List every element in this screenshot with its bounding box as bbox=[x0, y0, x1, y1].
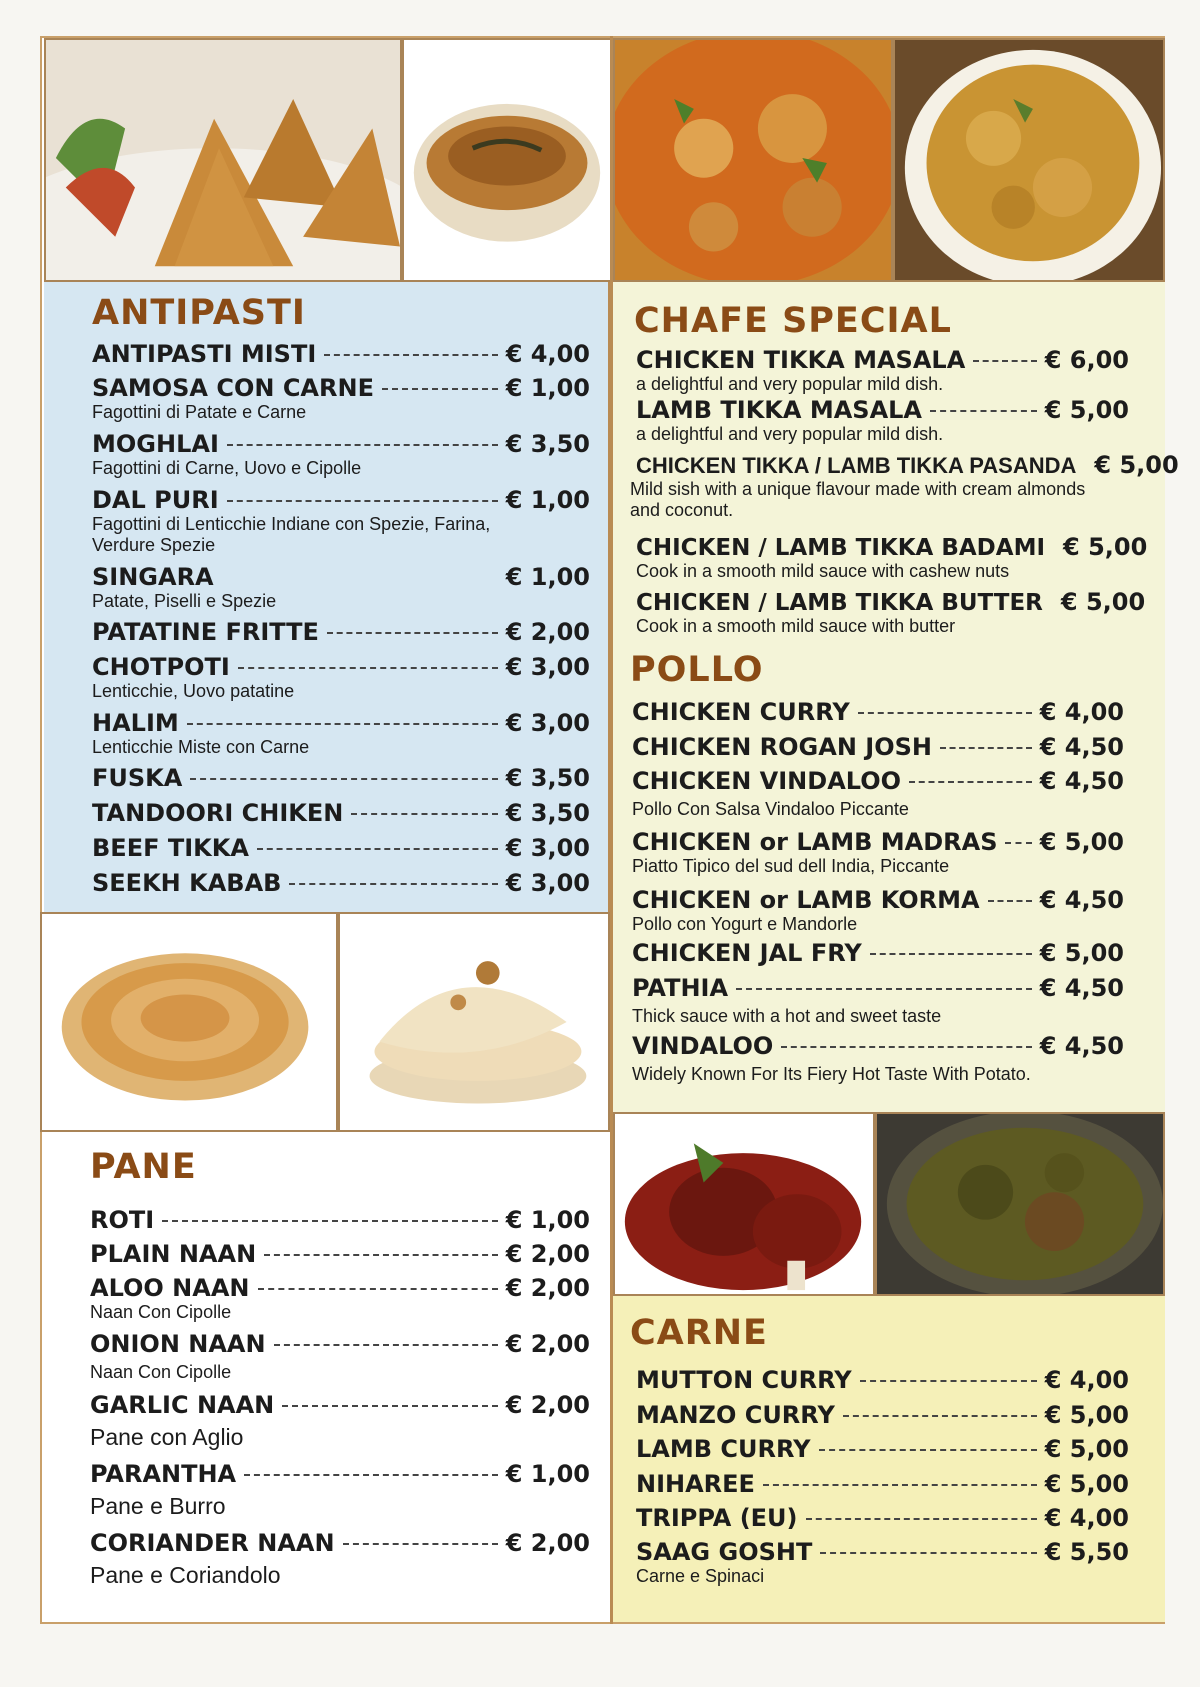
menu-item: SINGARA € 1,00 Patate, Piselli e Spezie bbox=[92, 563, 590, 611]
menu-item: CHICKEN TIKKA MASALA € 6,00 a delightful and very popular mild dish. bbox=[636, 346, 1129, 394]
menu-item: CHICKEN or LAMB KORMA € 4,50 Pollo con Yogurt e Mandorle bbox=[632, 886, 1124, 934]
menu-item: CHICKEN / LAMB TIKKA BUTTER € 5,00 Cook in a smooth mild sauce with butter bbox=[636, 588, 1146, 636]
lamb-shank-photo bbox=[613, 1112, 875, 1296]
chafe-special-title: CHAFE SPECIAL bbox=[634, 301, 952, 341]
menu-item: LAMB TIKKA MASALA € 5,00 a delightful and very popular mild dish. bbox=[636, 396, 1129, 444]
saag-photo bbox=[875, 1112, 1165, 1296]
menu-item: GARLIC NAAN € 2,00 Pane con Aglio bbox=[90, 1391, 590, 1450]
menu-item: TRIPPA (EU) € 4,00 bbox=[636, 1504, 1129, 1532]
menu-item: CHICKEN / LAMB TIKKA BADAMI € 5,00 Cook in a smooth mild sauce with cashew nuts bbox=[636, 533, 1148, 581]
menu-item: CHICKEN VINDALOO € 4,50 Pollo Con Salsa Vindaloo Piccante bbox=[632, 767, 1124, 819]
carne-title: CARNE bbox=[630, 1313, 768, 1353]
menu-item: LAMB CURRY € 5,00 bbox=[636, 1435, 1129, 1463]
menu-item: FUSKA € 3,50 bbox=[92, 764, 590, 792]
menu-item: CHICKEN or LAMB MADRAS € 5,00 Piatto Tipico del sud dell India, Piccante bbox=[632, 828, 1124, 876]
menu-item: PATATINE FRITTE € 2,00 bbox=[92, 618, 590, 646]
menu-item: DAL PURI € 1,00 Fagottini di Lenticchie Indiane con Spezie, Farina, Verdure Spezie bbox=[92, 486, 590, 555]
korma-photo bbox=[893, 38, 1165, 282]
menu-item: MANZO CURRY € 5,00 bbox=[636, 1401, 1129, 1429]
menu-item: TANDOORI CHIKEN € 3,50 bbox=[92, 799, 590, 827]
antipasti-title: ANTIPASTI bbox=[92, 293, 306, 333]
menu-item: SEEKH KABAB € 3,00 bbox=[92, 869, 590, 897]
pane-title: PANE bbox=[90, 1147, 197, 1187]
menu-item: VINDALOO € 4,50 Widely Known For Its Fiery Hot Taste With Potato. bbox=[632, 1032, 1124, 1084]
paratha-photo bbox=[40, 912, 338, 1132]
column-divider bbox=[610, 36, 613, 1624]
menu-item: CHOTPOTI € 3,00 Lenticchie, Uovo patatine bbox=[92, 653, 590, 701]
menu-item: ANTIPASTI MISTI € 4,00 bbox=[92, 340, 590, 368]
menu-item: ROTI € 1,00 bbox=[90, 1206, 590, 1234]
menu-item: NIHAREE € 5,00 bbox=[636, 1470, 1129, 1498]
menu-item: CHICKEN ROGAN JOSH € 4,50 bbox=[632, 733, 1124, 761]
menu-item: CHICKEN CURRY € 4,00 bbox=[632, 698, 1124, 726]
samosa-photo bbox=[44, 38, 402, 282]
menu-item: CHICKEN JAL FRY € 5,00 bbox=[632, 939, 1124, 967]
menu-item: CORIANDER NAAN € 2,00 Pane e Coriandolo bbox=[90, 1529, 590, 1588]
menu-item: SAAG GOSHT € 5,50 Carne e Spinaci bbox=[636, 1538, 1129, 1586]
menu-item: SAMOSA CON CARNE € 1,00 Fagottini di Patate e Carne bbox=[92, 374, 590, 422]
menu-item: PARANTHA € 1,00 Pane e Burro bbox=[90, 1460, 590, 1519]
pollo-title: POLLO bbox=[630, 650, 764, 690]
menu-item: BEEF TIKKA € 3,00 bbox=[92, 834, 590, 862]
menu-item: CHICKEN TIKKA / LAMB TIKKA PASANDA € 5,00 Mild sish with a unique flavour made with cream almonds and coconut. bbox=[630, 451, 1179, 520]
menu-item: PATHIA € 4,50 Thick sauce with a hot and sweet taste bbox=[632, 974, 1124, 1026]
dal-soup-photo bbox=[402, 38, 612, 282]
chicken-curry-photo bbox=[613, 38, 893, 282]
naan-photo bbox=[338, 912, 610, 1132]
menu-item: ONION NAAN € 2,00 Naan Con Cipolle bbox=[90, 1330, 590, 1382]
menu-item: PLAIN NAAN € 2,00 bbox=[90, 1240, 590, 1268]
menu-item: MOGHLAI € 3,50 Fagottini di Carne, Uovo e Cipolle bbox=[92, 430, 590, 478]
menu-item: MUTTON CURRY € 4,00 bbox=[636, 1366, 1129, 1394]
menu-item: ALOO NAAN € 2,00 Naan Con Cipolle bbox=[90, 1274, 590, 1322]
menu-item: HALIM € 3,00 Lenticchie Miste con Carne bbox=[92, 709, 590, 757]
